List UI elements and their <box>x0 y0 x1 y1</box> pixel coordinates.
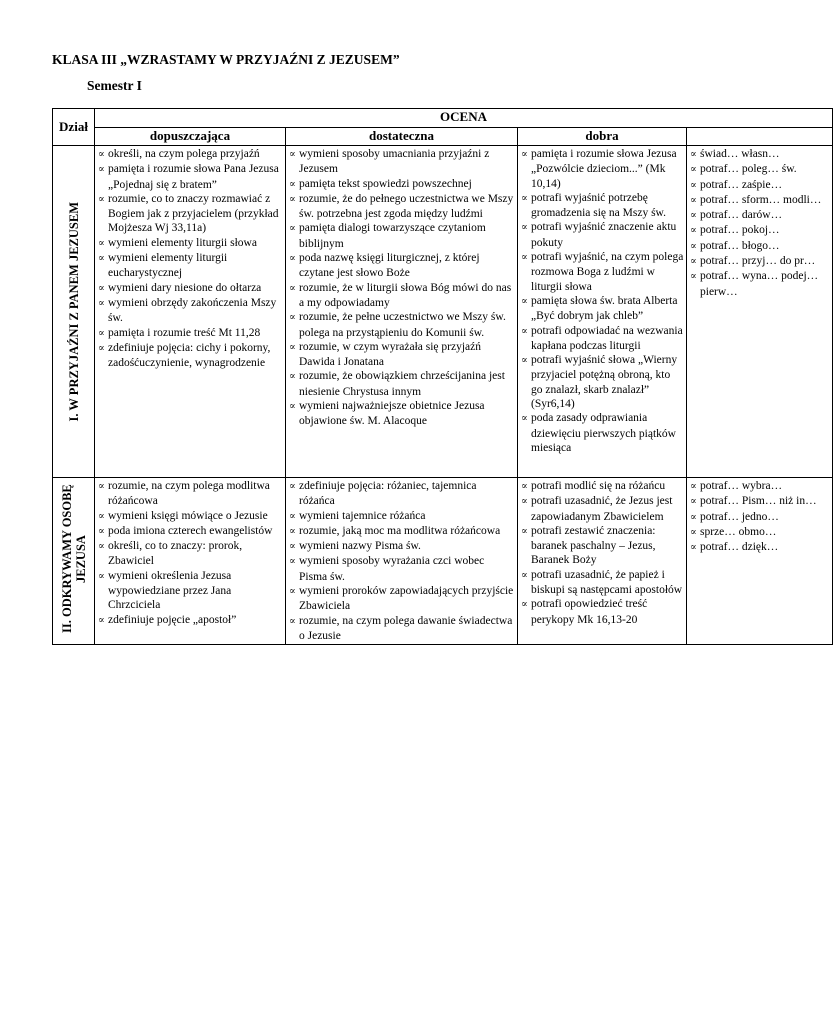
section-row-1 <box>53 146 833 478</box>
header-ocena: OCENA <box>95 109 833 128</box>
section-title: II. ODKRYWAMY OSOBĘ JEZUSA <box>59 484 88 634</box>
criterion-item: ∝ zdefiniuje pojęcie „apostoł” <box>98 613 283 628</box>
grading-table <box>52 108 833 645</box>
criteria-cell <box>95 478 286 645</box>
criterion-item: ∝ pamięta i rozumie treść Mt 11,28 <box>98 326 283 341</box>
criteria-cell <box>518 478 687 645</box>
criterion-item: ∝ potrafi odpowiadać na wezwania kapłana podczas liturgii <box>521 324 684 354</box>
criteria-cell <box>518 146 687 478</box>
criterion-item: ∝ potraf… wybra… <box>690 479 830 494</box>
criterion-item: ∝ pamięta i rozumie słowa Pana Jezusa „Pojednaj się z bratem” <box>98 162 283 192</box>
criterion-item: ∝ rozumie, jaką moc ma modlitwa różańcowa <box>289 524 515 539</box>
criterion-item: ∝ wymieni tajemnice różańca <box>289 509 515 524</box>
header-grade-dopuszczajaca: dopuszczająca <box>95 128 286 146</box>
criterion-item: ∝ pamięta i rozumie słowa Jezusa „Pozwólcie dzieciom...” (Mk 10,14) <box>521 147 684 191</box>
criterion-item: ∝ sprze… obmo… <box>690 525 830 540</box>
criteria-list <box>286 146 517 430</box>
criteria-list <box>518 146 686 456</box>
header-grade-cut <box>687 128 833 146</box>
criterion-item: ∝ potrafi modlić się na różańcu <box>521 479 684 494</box>
criterion-item: ∝ potraf… wyna… podej… pierw… <box>690 269 830 299</box>
criterion-item: ∝ pamięta dialogi towarzyszące czytaniom biblijnym <box>289 221 515 251</box>
section-row-2 <box>53 478 833 645</box>
criterion-item: ∝ potraf… jedno… <box>690 510 830 525</box>
criteria-list <box>95 478 285 629</box>
criterion-item: ∝ potrafi uzasadnić, że papież i biskupi są następcami apostołów <box>521 568 684 598</box>
criterion-item: ∝ pamięta słowa św. brata Alberta „Być dobrym jak chleb” <box>521 294 684 324</box>
criterion-item: ∝ potraf… zaśpie… <box>690 178 830 193</box>
criterion-item: ∝ potraf… dzięk… <box>690 540 830 555</box>
criterion-item: ∝ rozumie, na czym polega modlitwa różańcowa <box>98 479 283 509</box>
criterion-item: ∝ rozumie, że w liturgii słowa Bóg mówi do nas a my odpowiadamy <box>289 281 515 311</box>
criterion-item: ∝ pamięta tekst spowiedzi powszechnej <box>289 177 515 192</box>
criterion-item: ∝ poda imiona czterech ewangelistów <box>98 524 283 539</box>
criterion-item: ∝ wymieni obrzędy zakończenia Mszy św. <box>98 296 283 326</box>
semester-label: Semestr I <box>87 78 142 93</box>
criterion-item: ∝ rozumie, co to znaczy rozmawiać z Bogiem jak z przyjacielem (przykład Mojżesza Wj 33,11a) <box>98 192 283 236</box>
criterion-item: ∝ wymieni proroków zapowiadających przyjście Zbawiciela <box>289 584 515 614</box>
criteria-list <box>687 146 832 300</box>
criterion-item: ∝ poda nazwę księgi liturgicznej, z której czytane jest słowo Boże <box>289 251 515 281</box>
criteria-cell <box>687 146 833 478</box>
header-grade-dostateczna: dostateczna <box>286 128 518 146</box>
criterion-item: ∝ wymieni sposoby umacniania przyjaźni z Jezusem <box>289 147 515 177</box>
criterion-item: ∝ świad… własn… <box>690 147 830 162</box>
criteria-list <box>687 478 832 556</box>
criterion-item: ∝ wymieni elementy liturgii słowa <box>98 236 283 251</box>
criterion-item: ∝ zdefiniuje pojęcia: cichy i pokorny, zadośćuczynienie, wynagrodzenie <box>98 341 283 371</box>
criterion-item: ∝ potraf… Pism… niż in… <box>690 494 830 509</box>
criteria-cell <box>286 146 518 478</box>
criteria-list <box>518 478 686 628</box>
criterion-item: ∝ potrafi zestawić znaczenia: baranek paschalny – Jezus, Baranek Boży <box>521 524 684 568</box>
criterion-item: ∝ wymieni nazwy Pisma św. <box>289 539 515 554</box>
criterion-item: ∝ wymieni dary niesione do ołtarza <box>98 281 283 296</box>
criteria-cell <box>286 478 518 645</box>
criterion-item: ∝ poda zasady odprawiania dziewięciu pierwszych piątków miesiąca <box>521 411 684 455</box>
criteria-cell <box>687 478 833 645</box>
header-grade-dobra: dobra <box>518 128 687 146</box>
criterion-item: ∝ rozumie, na czym polega dawanie świadectwa o Jezusie <box>289 614 515 644</box>
section-label-cell <box>53 478 95 645</box>
criterion-item: ∝ rozumie, że obowiązkiem chrześcijanina jest niesienie Chrystusa innym <box>289 369 515 399</box>
criterion-item: ∝ potrafi wyjaśnić znaczenie aktu pokuty <box>521 220 684 250</box>
criterion-item: ∝ zdefiniuje pojęcia: różaniec, tajemnica różańca <box>289 479 515 509</box>
criterion-item: ∝ wymieni najważniejsze obietnice Jezusa objawione św. M. Alacoque <box>289 399 515 429</box>
criterion-item: ∝ potraf… sform… modli… <box>690 193 830 208</box>
criterion-item: ∝ potrafi wyjaśnić, na czym polega rozmowa Boga z ludźmi w liturgii słowa <box>521 250 684 294</box>
criterion-item: ∝ potrafi wyjaśnić słowa „Wierny przyjaciel potężną obroną, kto go znalazł, skarb znalazł” (Syr6,14) <box>521 353 684 411</box>
criterion-item: ∝ potraf… błogo… <box>690 239 830 254</box>
criteria-list <box>286 478 517 644</box>
criterion-item: ∝ określi, co to znaczy: prorok, Zbawiciel <box>98 539 283 569</box>
criteria-cell <box>95 146 286 478</box>
criterion-item: ∝ rozumie, że pełne uczestnictwo we Mszy św. polega na przystąpieniu do Komunii św. <box>289 310 515 340</box>
criterion-item: ∝ potrafi wyjaśnić potrzebę gromadzenia się na Mszy św. <box>521 191 684 221</box>
criterion-item: ∝ określi, na czym polega przyjaźń <box>98 147 283 162</box>
criterion-item: ∝ potrafi uzasadnić, że Jezus jest zapowiadanym Zbawicielem <box>521 494 684 524</box>
criterion-item: ∝ wymieni sposoby wyrażania czci wobec Pisma św. <box>289 554 515 584</box>
criterion-item: ∝ rozumie, w czym wyrażała się przyjaźń Dawida i Jonatana <box>289 340 515 370</box>
document-title: KLASA III „WZRASTAMY W PRZYJAŹNI Z JEZUSEM” <box>52 52 400 67</box>
section-label-cell <box>53 146 95 478</box>
criterion-item: ∝ wymieni księgi mówiące o Jezusie <box>98 509 283 524</box>
criterion-item: ∝ potraf… poleg… św. <box>690 162 830 177</box>
criterion-item: ∝ wymieni określenia Jezusa wypowiedziane przez Jana Chrzciciela <box>98 569 283 613</box>
criterion-item: ∝ rozumie, że do pełnego uczestnictwa we Mszy św. potrzebna jest zgoda między ludźmi <box>289 192 515 222</box>
criteria-list <box>95 146 285 371</box>
criterion-item: ∝ potraf… przyj… do pr… <box>690 254 830 269</box>
criterion-item: ∝ potrafi opowiedzieć treść perykopy Mk 16,13-20 <box>521 597 684 627</box>
grading-table-wrapper <box>52 108 822 642</box>
section-title: I. W PRZYJAŹNI Z PANEM JEZUSEM <box>66 201 81 422</box>
criterion-item: ∝ wymieni elementy liturgii eucharystycznej <box>98 251 283 281</box>
header-dzial: Dział <box>53 109 95 146</box>
criterion-item: ∝ potraf… darów… <box>690 208 830 223</box>
criterion-item: ∝ potraf… pokoj… <box>690 223 830 238</box>
